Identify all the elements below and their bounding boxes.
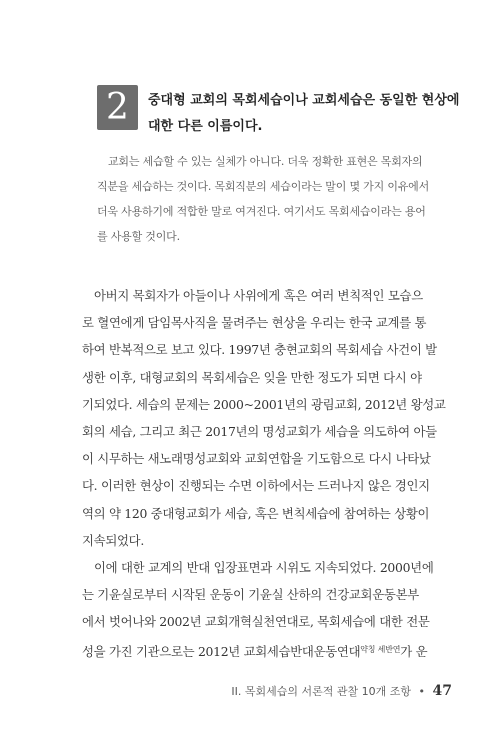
abbreviation-superscript: 약칭 세반연 [360,644,401,654]
body-line: 는 기윤실로부터 시작된 운동이 기윤실 산하의 건강교회운동본부 [82,587,419,603]
body-line: 로 혈연에게 담임목사직을 물려주는 현상을 우리는 한국 교계를 통 [82,315,427,331]
page-number: 47 [432,683,452,699]
body-line: 기되었다. 세습의 문제는 2000~2001년의 광림교회, 2012년 왕성교 [82,396,446,412]
body-line: 역의 약 120 중대형교회가 세습, 혹은 변칙세습에 참여하는 상황이 [82,505,430,521]
body-line: 이 시무하는 새노래명성교회와 교회연합을 기도함으로 다시 나타났 [82,451,431,467]
body-line: 생한 이후, 대형교회의 목회세습은 잊을 만한 정도가 되면 다시 야 [82,369,422,385]
section-number-badge: 2 [97,85,138,130]
chapter-title: II. 목회세습의 서론적 관찰 10개 조항 [231,685,412,698]
note-line: 직분을 세습하는 것이다. 목회직분의 세습이라는 말이 몇 가지 이유에서 [97,180,430,193]
body-line: 에서 벗어나와 2002년 교회개혁실천연대로, 목회세습에 대한 전문 [82,614,430,630]
running-footer [231,683,452,699]
section-title-line-1: 중대형 교회의 목회세습이나 교회세습은 동일한 현상에 [148,93,460,108]
body-line: 아버지 목회자가 아들이나 사위에게 혹은 여러 변칙적인 모습으 [94,288,423,303]
body-line: 이에 대한 교계의 반대 입장표면과 시위도 지속되었다. 2000년에 [94,560,434,576]
body-line-text: 성을 가진 기관으로는 2012년 교회세습반대운동연대 [82,643,361,659]
body-line: 다. 이러한 현상이 진행되는 수면 이하에서는 드러나지 않은 경인지 [82,478,430,494]
body-text [82,282,454,665]
bullet-separator: • [418,685,426,698]
body-line: 회의 세습, 그리고 최근 2017년의 명성교회가 세습을 의도하여 아들 [82,424,437,440]
section-title-line-2: 대한 다른 이름이다. [148,119,263,134]
note-paragraph [97,149,452,249]
body-line-last [82,636,454,665]
note-line: 교회는 세습할 수 있는 실체가 아니다. 더욱 정확한 표현은 목회자의 [108,155,423,168]
body-line-text: 가 운 [400,643,428,659]
note-line: 를 사용할 것이다. [97,230,180,243]
note-line: 더욱 사용하기에 적합한 말로 여겨진다. 여기서도 목회세습이라는 용어 [97,205,426,218]
section-heading [97,85,460,134]
body-line: 하여 반복적으로 보고 있다. 1997년 충현교회의 목회세습 사건이 발 [82,342,437,358]
body-line: 지속되었다. [82,532,144,548]
